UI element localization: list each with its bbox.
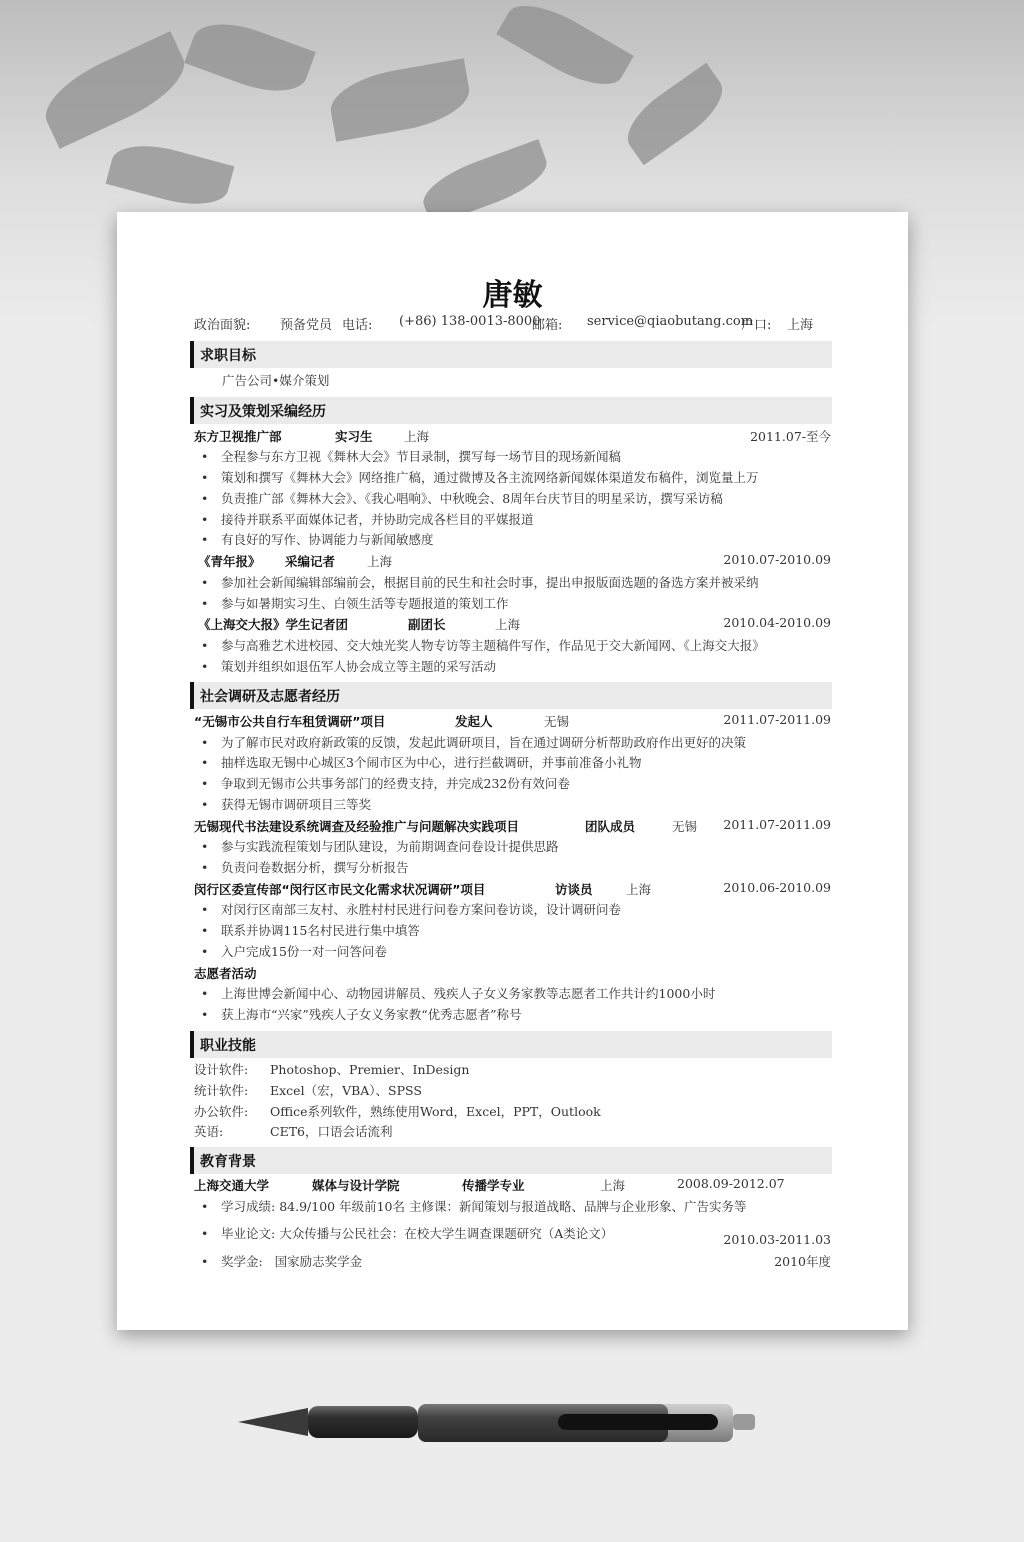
skill-value: Excel（宏，VBA）、SPSS: [270, 1083, 422, 1098]
job-role: 采编记者: [285, 554, 336, 569]
hukou-value: 上海: [787, 318, 814, 333]
section-skills: [190, 1031, 832, 1058]
job-date: 2011.07-至今: [750, 429, 831, 444]
list-item: • 参与如暑期实习生、白领生活等专题报道的策划工作: [201, 594, 509, 612]
project-city: 上海: [626, 882, 652, 897]
list-item: • 上海世博会新闻中心、动物园讲解员、残疾人子女义务家教等志愿者工作共计约1000小时: [201, 984, 715, 1002]
skill-value: Office系列软件，熟练使用Word，Excel，PPT，Outlook: [270, 1104, 601, 1119]
edu-major: 传播学专业: [462, 1178, 525, 1193]
job-org: 《上海交大报》学生记者团: [198, 617, 349, 632]
list-item: [201, 1224, 613, 1242]
list-item: [201, 1252, 362, 1270]
list-item: • 获上海市“兴家”残疾人子女义务家教“优秀志愿者”称号: [201, 1005, 522, 1023]
list-item: • 负责推广部《舞林大会》、《我心唱响》、中秋晚会、8周年台庆节目的明星采访，撰写采访稿: [201, 489, 723, 507]
job-date: 2010.04-2010.09: [723, 615, 831, 630]
project-date: 2010.06-2010.09: [723, 880, 831, 895]
project-city: 无锡: [672, 819, 698, 834]
leaf-shadow: [326, 58, 474, 141]
phone-value: (+86) 138-0013-8000: [399, 314, 541, 329]
project-city: 无锡: [544, 714, 570, 729]
edu-school: 上海交通大学: [194, 1178, 270, 1193]
job-date: 2010.07-2010.09: [723, 552, 831, 567]
project-org: 志愿者活动: [194, 966, 257, 981]
project-role: 访谈员: [555, 882, 593, 897]
skill-value: CET6，口语会话流利: [270, 1124, 393, 1139]
job-role: 副团长: [408, 617, 446, 632]
phone-label: 电话:: [342, 318, 373, 333]
skill-label: 设计软件:: [194, 1062, 249, 1077]
skill-label: 办公软件:: [194, 1104, 249, 1119]
politics-label: 政治面貌:: [194, 318, 251, 333]
list-item: • 策划和撰写《舞林大会》网络推广稿，通过微博及各主流网络新闻媒体渠道发布稿件，浏览量上万: [201, 468, 759, 486]
section-title: 求职目标: [200, 348, 256, 364]
email-label: 邮箱:: [532, 318, 563, 333]
edu-date: 2008.09-2012.07: [677, 1176, 785, 1191]
section-title: 教育背景: [200, 1154, 256, 1170]
edu-row-value: 大众传播与公民社会：在校大学生调查课题研究（A类论文）: [279, 1226, 614, 1241]
job-city: 上海: [367, 554, 393, 569]
pen-image: [238, 1400, 756, 1446]
list-item: • 接待并联系平面媒体记者，并协助完成各栏目的平媒报道: [201, 510, 534, 528]
edu-row-value: 国家励志奖学金: [274, 1254, 363, 1269]
section-education: [190, 1147, 832, 1174]
politics-value: 预备党员: [280, 318, 333, 333]
leaf-shadow: [616, 63, 734, 165]
list-item: [201, 1197, 746, 1215]
section-social: [190, 682, 832, 709]
list-item: • 为了解市民对政府新政策的反馈，发起此调研项目，旨在通过调研分析帮助政府作出更好的决策: [201, 733, 746, 751]
project-role: 团队成员: [585, 819, 636, 834]
project-org: 无锡现代书法建设系统调查及经验推广与问题解决实践项目: [194, 819, 520, 834]
section-title: 社会调研及志愿者经历: [200, 689, 340, 705]
edu-row-label: 毕业论文:: [221, 1226, 276, 1241]
list-item: • 参与高雅艺术进校园、交大烛光奖人物专访等主题稿件写作，作品见于交大新闻网、《上海交大报》: [201, 636, 765, 654]
hukou-label: 户口:: [741, 318, 772, 333]
list-item: • 参加社会新闻编辑部编前会，根据目前的民生和社会时事，提出申报版面选题的备选方案并被采纳: [201, 573, 759, 591]
list-item: • 参与实践流程策划与团队建设，为前期调查问卷设计提供思路: [201, 837, 559, 855]
skill-label: 英语:: [194, 1124, 224, 1139]
resume-name: 唐敏: [482, 278, 543, 313]
job-org: 《青年报》: [198, 554, 261, 569]
edu-row-value: 84.9/100 年级前10名 主修课：新闻策划与报道战略、品牌与企业形象、广告实务等: [279, 1199, 747, 1214]
list-item: • 联系并协调115名村民进行集中填答: [201, 921, 420, 939]
project-date: 2011.07-2011.09: [723, 817, 831, 832]
job-city: 上海: [495, 617, 521, 632]
job-role: 实习生: [335, 429, 373, 444]
edu-row-label: 学习成绩:: [221, 1199, 276, 1214]
edu-row-date: 2010年度: [774, 1254, 831, 1269]
list-item: • 抽样选取无锡中心城区3个闹市区为中心，进行拦截调研，并事前准备小礼物: [201, 753, 641, 771]
list-item: • 获得无锡市调研项目三等奖: [201, 795, 371, 813]
resume-page: [117, 212, 908, 1330]
job-org: 东方卫视推广部: [194, 429, 282, 444]
email-value: service@qiaobutang.com: [587, 314, 754, 329]
leaf-shadow: [34, 31, 195, 149]
objective-text: 广告公司•媒介策划: [222, 373, 330, 388]
list-item: • 全程参与东方卫视《舞林大会》节目录制，撰写每一场节目的现场新闻稿: [201, 447, 621, 465]
section-objective: [190, 341, 832, 368]
list-item: • 负责问卷数据分析，撰写分析报告: [201, 858, 409, 876]
section-title: 实习及策划采编经历: [200, 404, 326, 420]
project-date: 2011.07-2011.09: [723, 712, 831, 727]
list-item: • 策划并组织如退伍军人协会成立等主题的采写活动: [201, 657, 496, 675]
edu-row-label: 奖学金:: [221, 1254, 263, 1269]
project-org: 闵行区委宣传部“闵行区市民文化需求状况调研”项目: [194, 882, 486, 897]
leaf-shadow: [184, 11, 316, 104]
list-item: • 入户完成15份一对一问答问卷: [201, 942, 387, 960]
skill-value: Photoshop、Premier、InDesign: [270, 1062, 470, 1077]
list-item: • 对闵行区南部三友村、永胜村村民进行问卷方案问卷访谈，设计调研问卷: [201, 900, 621, 918]
project-role: 发起人: [455, 714, 493, 729]
edu-city: 上海: [600, 1178, 626, 1193]
job-city: 上海: [404, 429, 430, 444]
leaf-shadow: [496, 0, 634, 99]
section-title: 职业技能: [200, 1038, 256, 1054]
project-org: “无锡市公共自行车租赁调研”项目: [194, 714, 386, 729]
skill-label: 统计软件:: [194, 1083, 249, 1098]
edu-college: 媒体与设计学院: [312, 1178, 400, 1193]
section-internship: [190, 397, 832, 424]
leaf-shadow: [106, 135, 235, 214]
list-item: • 有良好的写作、协调能力与新闻敏感度: [201, 530, 434, 548]
edu-row-date: 2010.03-2011.03: [723, 1232, 831, 1247]
list-item: • 争取到无锡市公共事务部门的经费支持，并完成232份有效问卷: [201, 774, 570, 792]
